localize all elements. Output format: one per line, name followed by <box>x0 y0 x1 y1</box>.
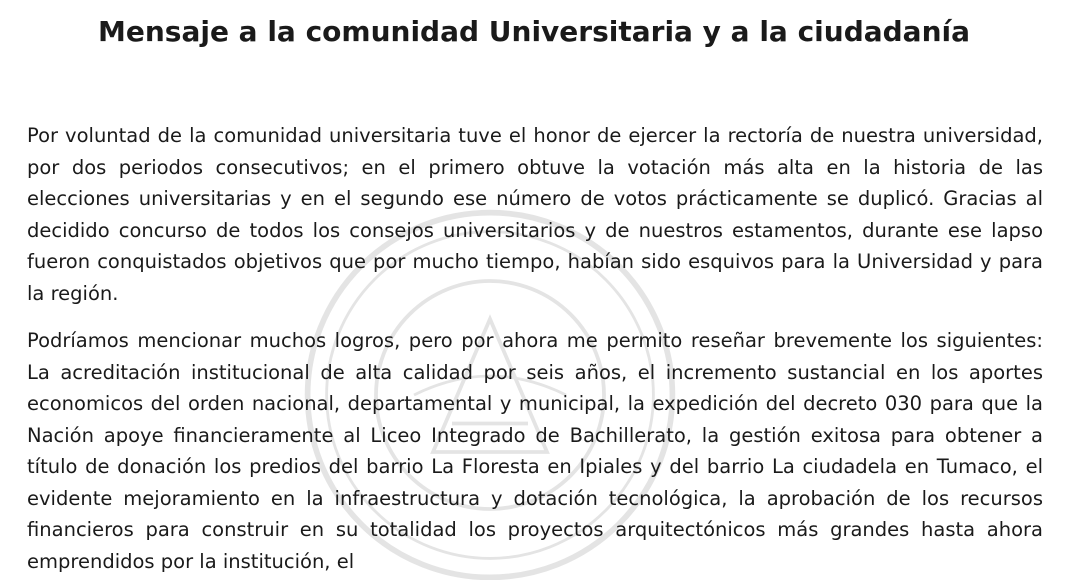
paragraph-1: Por voluntad de la comunidad universitaria tuve el honor de ejercer la rectoría de nuestra universidad, por dos periodos consecutivos; en el primero obtuve la votación más alta en la historia de las elecciones universitarias y en el segundo ese número de votos prácticamente se duplicó. Gracias al decidido concurso de todos los consejos universitarios y de nuestros estamentos, durante ese lapso fueron conquistados objetivos que por mucho tiempo, habían sido esquivos para la Universidad y para la región. <box>27 124 1043 305</box>
paragraph-2: Podríamos mencionar muchos logros, pero por ahora me permito reseñar brevemente los siguientes: La acreditación institucional de alta calidad por seis años, el incremento sustancial en los aportes economicos del orden nacional, departamental y municipal, la expedición del decreto 030 para que la Nación apoye financieramente al Liceo Integrado de Bachillerato, la gestión exitosa para obtener a título de donación los predios del barrio La Floresta en Ipiales y del barrio La ciudadela en Tumaco, el evidente mejoramiento en la infraestructura y dotación tecnológica, la aprobación de los recursos financieros para construir en su totalidad los proyectos arquitectónicos más grandes hasta ahora emprendidos por la institución, el <box>27 329 1043 573</box>
document-title: Mensaje a la comunidad Universitaria y a la ciudadanía <box>98 15 970 48</box>
document-body <box>27 120 1043 580</box>
